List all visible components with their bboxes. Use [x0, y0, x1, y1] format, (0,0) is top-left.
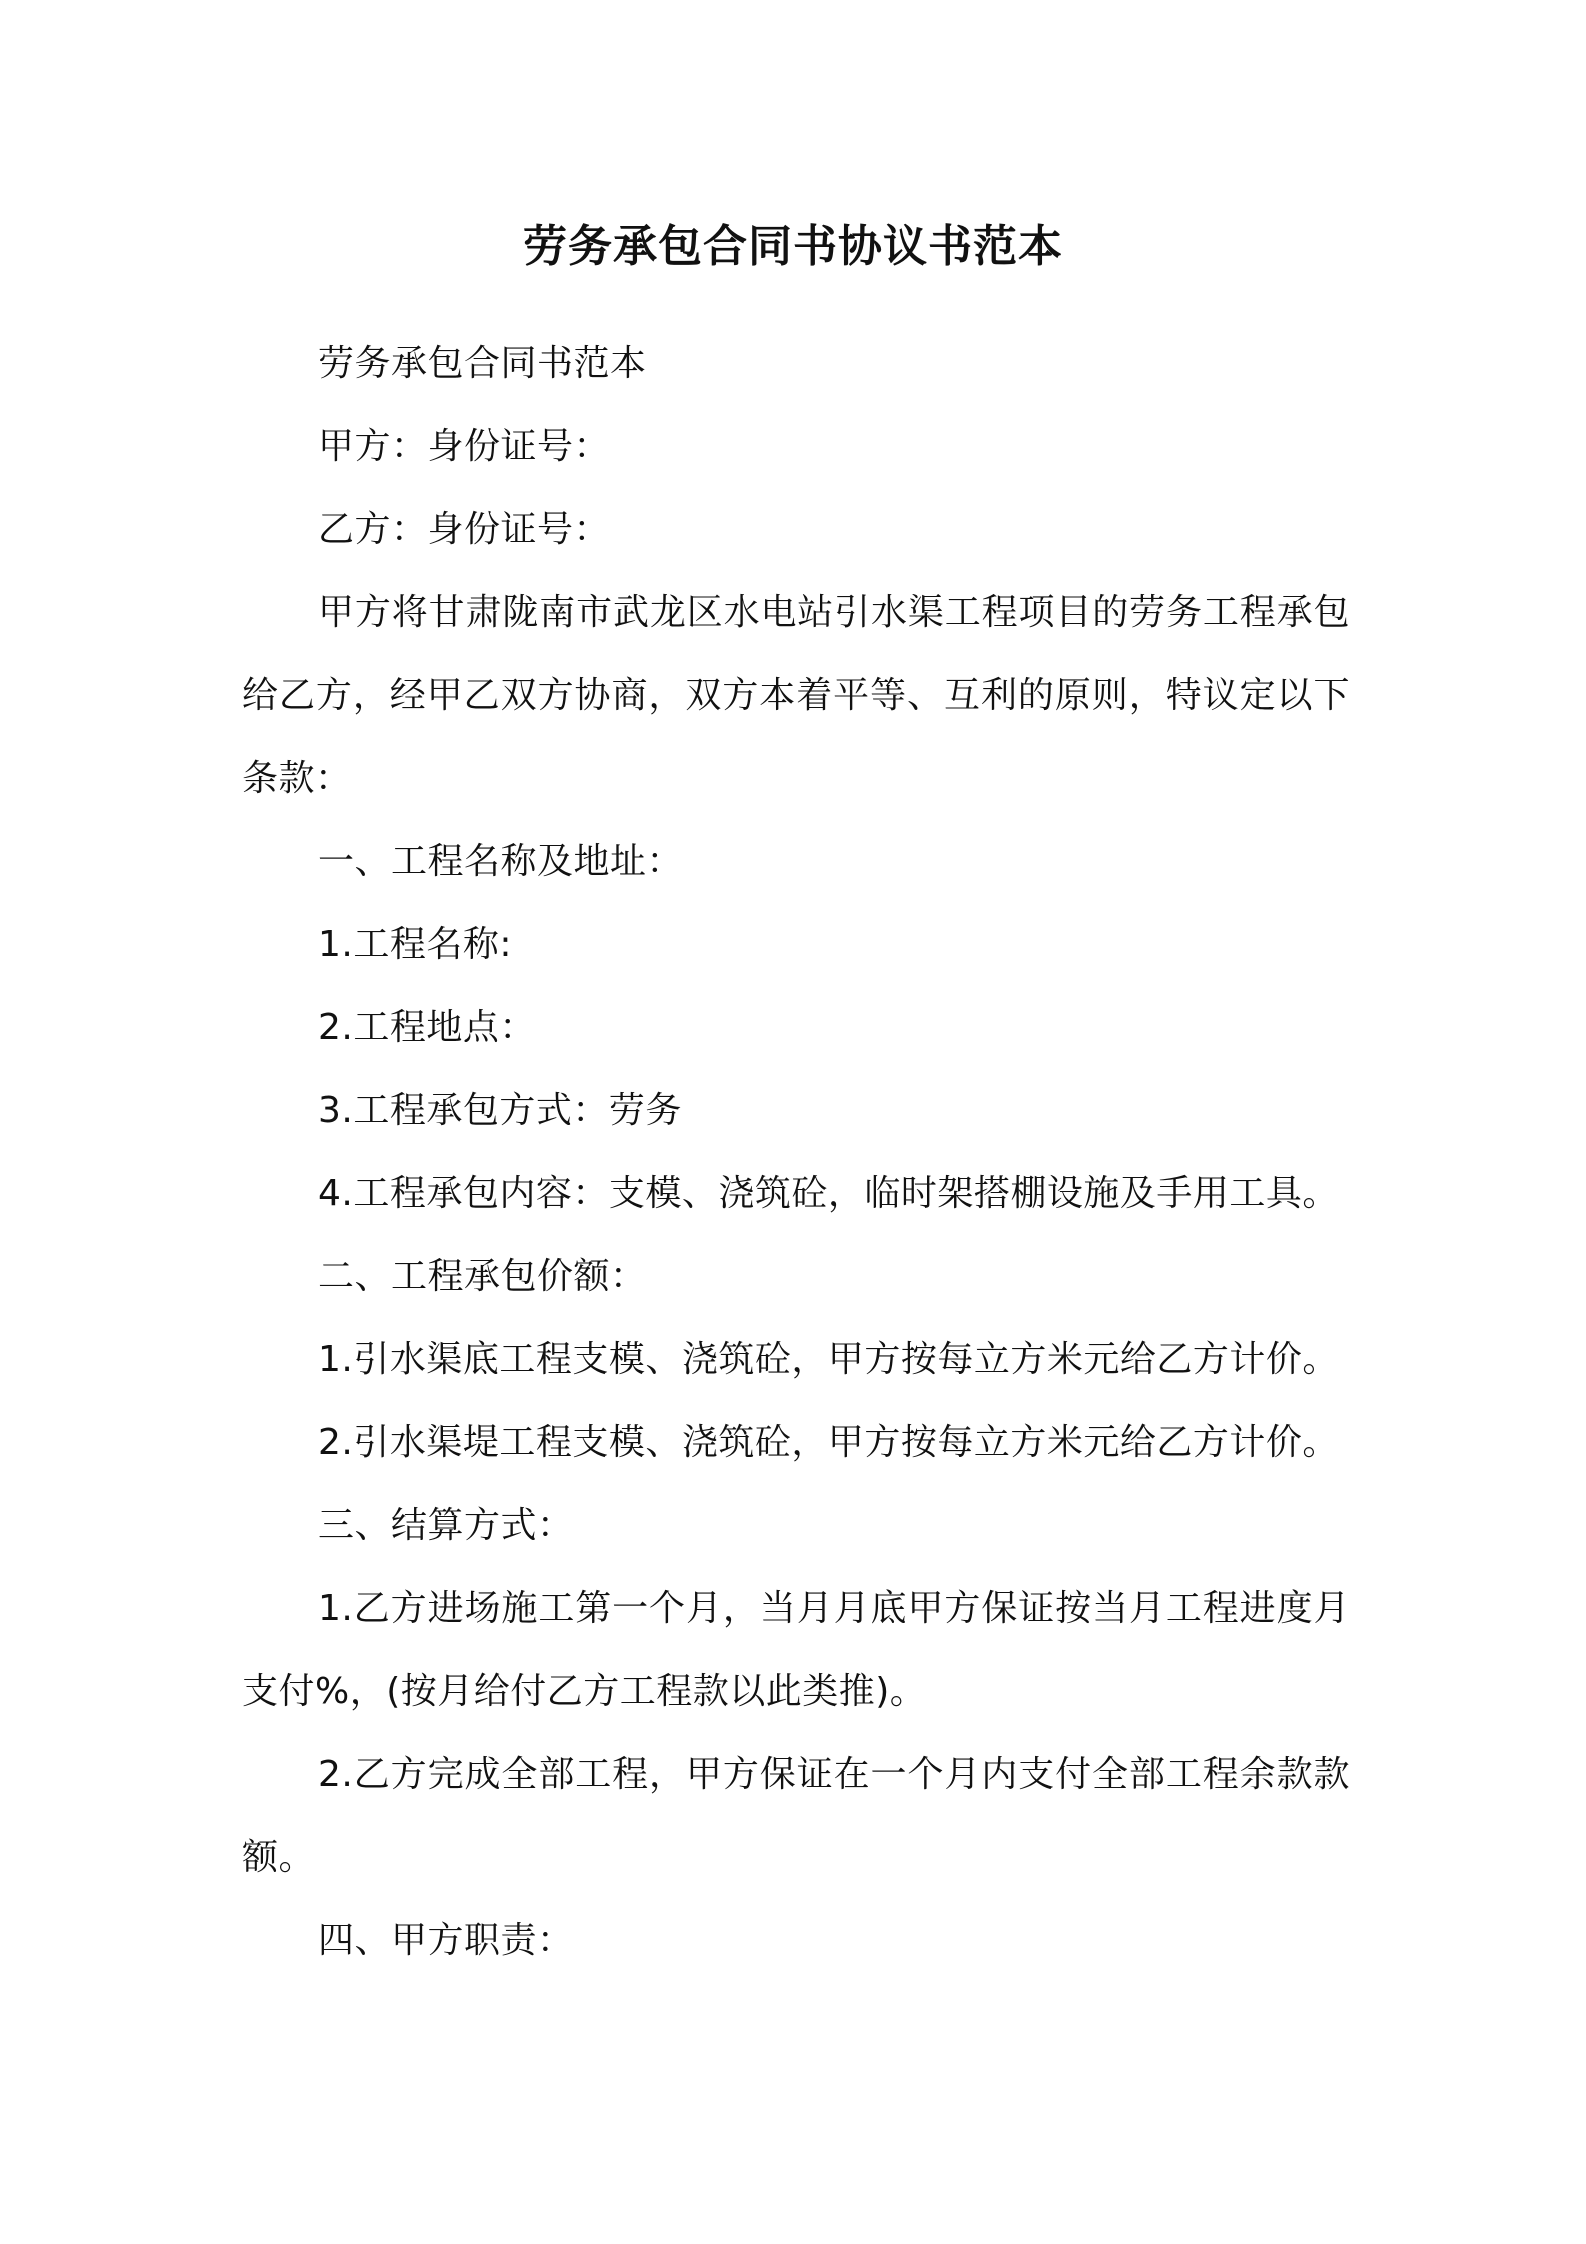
clause-2-2: 2.引水渠堤工程支模、浇筑砼，甲方按每立方米元给乙方计价。 — [318, 1422, 1339, 1463]
party-a-line: 甲方：身份证号： — [318, 426, 611, 467]
clause-3-1: 1.乙方进场施工第一个月，当月月底甲方保证按当月工程进度月支付%，(按月给付乙方工程款以此类推)。 — [242, 1588, 1350, 1712]
clause-1-4: 4.工程承包内容：支模、浇筑砼，临时架搭棚设施及手用工具。 — [318, 1173, 1339, 1214]
party-b-line: 乙方：身份证号： — [318, 509, 611, 550]
clause-3-2: 2.乙方完成全部工程，甲方保证在一个月内支付全部工程余款款额。 — [242, 1754, 1350, 1878]
subtitle-paragraph: 劳务承包合同书范本 — [318, 343, 647, 384]
section-heading-3: 三、结算方式： — [318, 1505, 574, 1546]
section-heading-1: 一、工程名称及地址： — [318, 841, 684, 882]
section-heading-4: 四、甲方职责： — [318, 1920, 574, 1961]
clause-1-2: 2.工程地点： — [318, 1007, 536, 1048]
document-title: 劳务承包合同书协议书范本 — [523, 221, 1063, 272]
clause-1-1: 1.工程名称: — [318, 924, 512, 965]
intro-paragraph: 甲方将甘肃陇南市武龙区水电站引水渠工程项目的劳务工程承包给乙方，经甲乙双方协商，双方本着平等、互利的原则，特议定以下条款： — [242, 592, 1350, 799]
clause-2-1: 1.引水渠底工程支模、浇筑砼，甲方按每立方米元给乙方计价。 — [318, 1339, 1339, 1380]
section-heading-2: 二、工程承包价额： — [318, 1256, 647, 1297]
clause-1-3: 3.工程承包方式：劳务 — [318, 1090, 682, 1131]
document-body — [242, 322, 1350, 1982]
